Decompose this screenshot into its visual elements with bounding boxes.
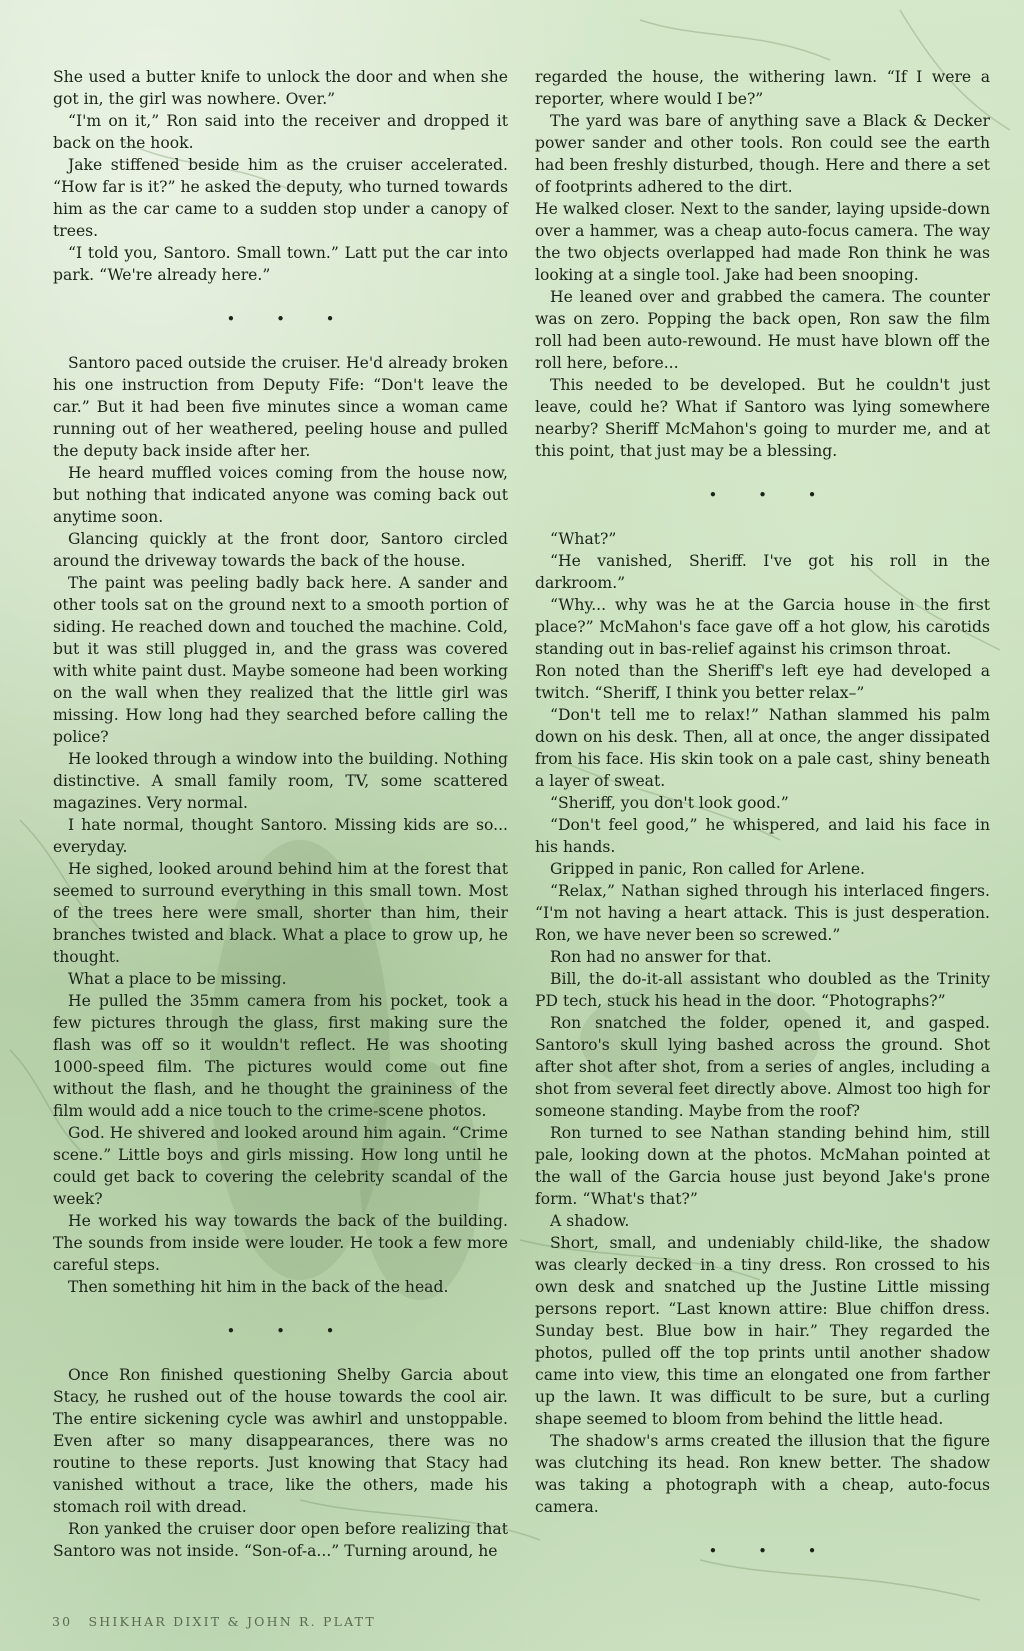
paragraph: Once Ron finished questioning Shelby Garcia about Stacy, he rushed out of the house towards the cool air. The entire sickening cycle was awhirl and unstoppable. Even after so many disappearances, there was no routine to these reports. Just knowing that Stacy had vanished without a trace, like the others, made his stomach roil with dread. bbox=[53, 1366, 508, 1516]
section-break: • • • bbox=[226, 1322, 353, 1340]
section-break: • • • bbox=[708, 1542, 835, 1560]
paragraph: He sighed, looked around behind him at the forest that seemed to surround everything in this small town. Most of the trees here were small, shorter than him, their branches twisted and black. What a place to grow up, he thought. bbox=[53, 860, 508, 966]
right-column bbox=[535, 66, 990, 1584]
paragraph: Short, small, and undeniably child-like, the shadow was clearly decked in a tiny dress. Ron crossed to his own desk and snatched up the Justine Little missing persons report. “Last known attire: Blue chiffon dress. Sunday best. Blue bow in hair.” They regarded the photos, pulled off the top prints until another shadow came into view, this time an elongated one from farther up the lawn. It was difficult to be sure, but a curling shape seemed to bloom from behind the little head. bbox=[535, 1234, 990, 1428]
paragraph: He leaned over and grabbed the camera. The counter was on zero. Popping the back open, Ron saw the film roll had been auto-rewound. He must have blown off the roll here, before... bbox=[535, 288, 990, 372]
paragraph: The shadow's arms created the illusion that the figure was clutching its head. Ron knew better. The shadow was taking a photograph with a cheap, auto-focus camera. bbox=[535, 1432, 990, 1516]
paragraph: Bill, the do-it-all assistant who doubled as the Trinity PD tech, stuck his head in the door. “Photographs?” bbox=[535, 970, 990, 1010]
paragraph: Ron had no answer for that. bbox=[550, 948, 772, 966]
paragraph: A shadow. bbox=[550, 1212, 630, 1230]
paragraph: Jake stiffened beside him as the cruiser accelerated. “How far is it?” he asked the deputy, who turned towards him as the car came to a sudden stop under a canopy of trees. bbox=[53, 156, 508, 240]
paragraph: Gripped in panic, Ron called for Arlene. bbox=[550, 860, 866, 878]
paragraph: Santoro paced outside the cruiser. He'd already broken his one instruction from Deputy Fife: “Don't leave the car.” But it had been five minutes since a woman came running out of her weathered, peeling house and pulled the deputy back inside after her. bbox=[53, 354, 508, 460]
left-column bbox=[53, 66, 508, 1562]
paragraph: He pulled the 35mm camera from his pocket, took a few pictures through the glass, first making sure the flash was off so it wouldn't reflect. He was shooting 1000-speed film. The pictures would come out fine without the flash, and he thought the graininess of the film would add a nice touch to the crime-scene photos. bbox=[53, 992, 508, 1120]
paragraph: Ron snatched the folder, opened it, and gasped. Santoro's skull lying bashed across the ground. Shot after shot after shot, from a series of angles, including a shot from several feet directly above. Almost too high for someone standing. Maybe from the roof? bbox=[535, 1014, 990, 1120]
paragraph: “Sheriff, you don't look good.” bbox=[550, 794, 789, 812]
paragraph: Ron noted than the Sheriff's left eye had developed a twitch. “Sheriff, I think you better relax–” bbox=[535, 662, 990, 702]
paragraph: This needed to be developed. But he couldn't just leave, could he? What if Santoro was lying somewhere nearby? Sheriff McMahon's going to murder me, and at this point, that just may be a blessing. bbox=[535, 376, 990, 460]
page-number: 30 bbox=[52, 1614, 73, 1629]
paragraph: Then something hit him in the back of the head. bbox=[68, 1278, 449, 1296]
paragraph: He worked his way towards the back of the building. The sounds from inside were louder. He took a few more careful steps. bbox=[53, 1212, 508, 1274]
paragraph: “Don't feel good,” he whispered, and laid his face in his hands. bbox=[535, 816, 990, 856]
paragraph: What a place to be missing. bbox=[68, 970, 287, 988]
paragraph: He looked through a window into the building. Nothing distinctive. A small family room, TV, some scattered magazines. Very normal. bbox=[53, 750, 508, 812]
paragraph: Ron yanked the cruiser door open before realizing that Santoro was not inside. “Son-of-a...” Turning around, he bbox=[53, 1520, 508, 1560]
paragraph: Ron turned to see Nathan standing behind him, still pale, looking down at the photos. McMahan pointed at the wall of the Garcia house just beyond Jake's prone form. “What's that?” bbox=[535, 1124, 990, 1208]
paragraph: “Why... why was he at the Garcia house in the first place?” McMahon's face gave off a hot glow, his carotids standing out in bas-relief against his crimson throat. bbox=[535, 596, 990, 658]
paragraph: God. He shivered and looked around him again. “Crime scene.” Little boys and girls missing. How long until he could get back to covering the celebrity scandal of the week? bbox=[53, 1124, 508, 1208]
paragraph: Glancing quickly at the front door, Santoro circled around the driveway towards the back of the house. bbox=[53, 530, 508, 570]
paragraph: He heard muffled voices coming from the house now, but nothing that indicated anyone was coming back out anytime soon. bbox=[53, 464, 508, 526]
paragraph: “I'm on it,” Ron said into the receiver and dropped it back on the hook. bbox=[53, 112, 508, 152]
section-break: • • • bbox=[226, 310, 353, 328]
paragraph: She used a butter knife to unlock the door and when she got in, the girl was nowhere. Over.” bbox=[53, 68, 508, 108]
author-credit: SHIKHAR DIXIT & JOHN R. PLATT bbox=[88, 1614, 376, 1629]
paragraph: He walked closer. Next to the sander, laying upside-down over a hammer, was a cheap auto-focus camera. The way the two objects overlapped had made Ron think he was looking at a single tool. Jake had been snooping. bbox=[535, 200, 990, 284]
paragraph: regarded the house, the withering lawn. “If I were a reporter, where would I be?” bbox=[535, 68, 990, 108]
paragraph: “Relax,” Nathan sighed through his interlaced fingers. “I'm not having a heart attack. This is just desperation. Ron, we have never been so screwed.” bbox=[535, 882, 990, 944]
paragraph: “He vanished, Sheriff. I've got his roll in the darkroom.” bbox=[535, 552, 990, 592]
page-footer bbox=[52, 1614, 376, 1629]
paragraph: The paint was peeling badly back here. A sander and other tools sat on the ground next to a smooth portion of siding. He reached down and touched the machine. Cold, but it was still plugged in, and the grass was covered with white paint dust. Maybe someone had been working on the wall when they realized that the little girl was missing. How long had they searched before calling the police? bbox=[53, 574, 508, 746]
paragraph: “What?” bbox=[550, 530, 617, 548]
paragraph: I hate normal, thought Santoro. Missing kids are so... everyday. bbox=[53, 816, 508, 856]
section-break: • • • bbox=[708, 486, 835, 504]
paragraph: The yard was bare of anything save a Black & Decker power sander and other tools. Ron could see the earth had been freshly disturbed, though. Here and there a set of footprints adhered to the dirt. bbox=[535, 112, 990, 196]
paragraph: “I told you, Santoro. Small town.” Latt put the car into park. “We're already here.” bbox=[53, 244, 508, 284]
paragraph: “Don't tell me to relax!” Nathan slammed his palm down on his desk. Then, all at once, the anger dissipated from his face. His skin took on a pale cast, shiny beneath a layer of sweat. bbox=[535, 706, 990, 790]
